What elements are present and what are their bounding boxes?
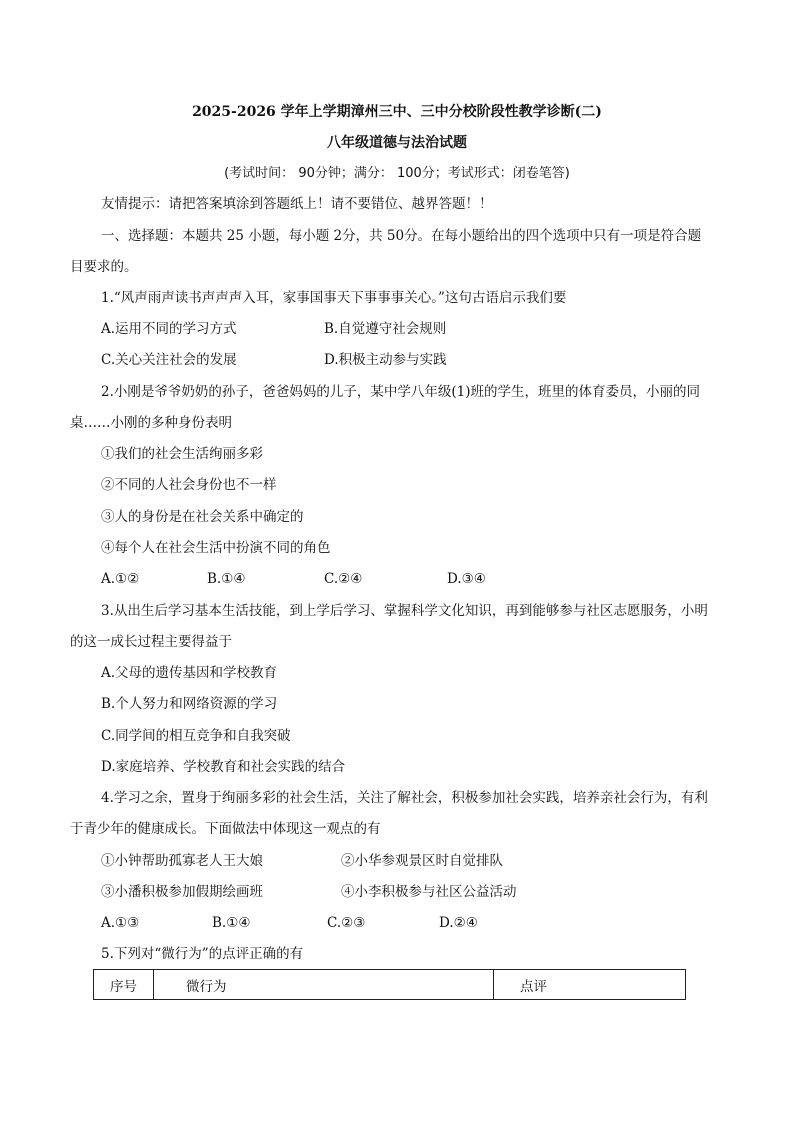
table-header-behavior: 微行为 <box>154 970 494 999</box>
q1-option-a: A.运用不同的学习方式 <box>101 321 237 337</box>
q4-statement-3: ③小潘积极参加假期绘画班 <box>101 884 263 900</box>
q4-stem-line1: 4.学习之余，置身于绚丽多彩的社会生活，关注了解社会，积极参加社会实践，培养亲社会行为，有利 <box>101 790 708 806</box>
q2-option-a: A.①② <box>101 571 140 587</box>
notice: 友情提示：请把答案填涂到答题纸上！请不要错位、越界答题！！ <box>101 196 493 212</box>
q2-statement-1: ①我们的社会生活绚丽多彩 <box>101 446 263 462</box>
q3-stem-line2: 的这一成长过程主要得益于 <box>70 634 232 650</box>
q4-option-c: C.②③ <box>327 915 366 931</box>
q5-table-header-row <box>93 969 686 1000</box>
q4-option-b: B.①④ <box>212 915 251 931</box>
exam-info: (考试时间： 90分钟；满分： 100分；考试形式：闭卷笔答) <box>224 166 570 181</box>
q2-stem-line1: 2.小刚是爷爷奶奶的孙子，爸爸妈妈的儿子，某中学八年级(1)班的学生，班里的体育委员，小丽的同 <box>101 384 701 400</box>
exam-subtitle: 八年级道德与法治试题 <box>327 135 467 151</box>
q2-statement-2: ②不同的人社会身份也不一样 <box>101 477 277 493</box>
q1-option-d: D.积极主动参与实践 <box>324 352 447 368</box>
q1-option-c: C.关心关注社会的发展 <box>101 352 237 368</box>
q3-option-c: C.同学间的相互竞争和自我突破 <box>101 728 291 744</box>
exam-title: 2025-2026 学年上学期漳州三中、三中分校阶段性教学诊断(二) <box>192 104 602 120</box>
q4-option-a: A.①③ <box>101 915 140 931</box>
q2-option-b: B.①④ <box>207 571 246 587</box>
q2-option-d: D.③④ <box>447 571 486 587</box>
q4-stem-line2: 于青少年的健康成长。下面做法中体现这一观点的有 <box>70 821 381 837</box>
q3-option-d: D.家庭培养、学校教育和社会实践的结合 <box>101 759 346 775</box>
q3-option-b: B.个人努力和网络资源的学习 <box>101 696 278 712</box>
section-heading-line2: 目要求的。 <box>70 259 138 275</box>
q2-statement-3: ③人的身份是在社会关系中确定的 <box>101 509 304 525</box>
q1-stem: 1.“风声雨声读书声声声入耳，家事国事天下事事事关心。”这句古语启示我们要 <box>101 290 567 306</box>
q4-statement-4: ④小李积极参与社区公益活动 <box>341 884 517 900</box>
q4-statement-2: ②小华参观景区时自觉排队 <box>341 853 503 869</box>
q5-stem: 5.下列对“微行为”的点评正确的有 <box>101 946 304 962</box>
q4-option-d: D.②④ <box>439 915 478 931</box>
table-header-index: 序号 <box>94 970 154 999</box>
table-header-comment: 点评 <box>520 978 547 995</box>
q2-option-c: C.②④ <box>324 571 363 587</box>
q3-option-a: A.父母的遗传基因和学校教育 <box>101 665 278 681</box>
q2-statement-4: ④每个人在社会生活中扮演不同的角色 <box>101 540 331 556</box>
q3-stem-line1: 3.从出生后学习基本生活技能，到上学后学习、掌握科学文化知识，再到能够参与社区志愿服务，小明 <box>101 603 708 619</box>
q4-statement-1: ①小钟帮助孤寡老人王大娘 <box>101 853 263 869</box>
q1-option-b: B.自觉遵守社会规则 <box>324 321 447 337</box>
q2-stem-line2: 桌……小刚的多种身份表明 <box>70 415 232 431</box>
section-heading-line1: 一、选择题：本题共 25 小题，每小题 2分，共 50分。在每小题给出的四个选项中只有一项是符合题 <box>101 228 702 244</box>
